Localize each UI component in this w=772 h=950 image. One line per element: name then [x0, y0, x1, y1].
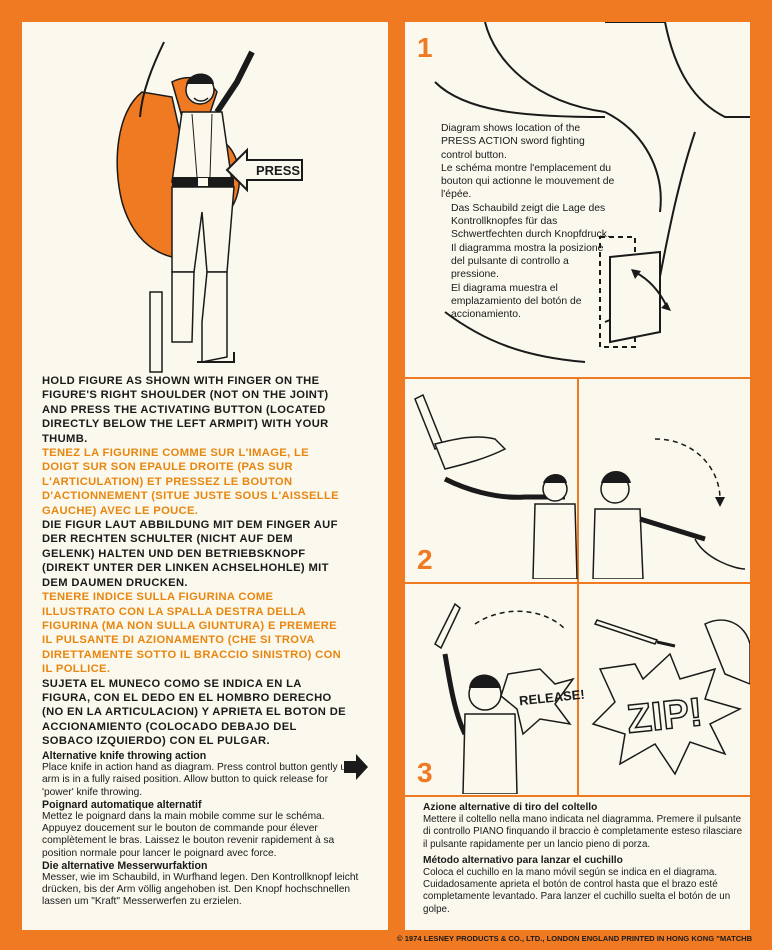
release-burst-label: RELEASE! [518, 686, 586, 709]
alt-en-title: Alternative knife throwing action [42, 750, 207, 762]
instruction-en: HOLD FIGURE AS SHOWN WITH FINGER ON THE FIGURE'S RIGHT SHOULDER (NOT ON THE JOINT) AND PRESS THE ACTIVATING BUTTON (LOCATED DIRECTLY BELOW THE LEFT ARMPIT) WITH YOUR THUMB. [42, 375, 329, 445]
step1-caption [441, 122, 615, 321]
instructions-block [42, 374, 347, 749]
diagram-caption-it: Il diagramma mostra la posizione del pulsante di controllo a pressione. [451, 242, 604, 281]
alt-de-body: Messer, wie im Schaubild, in Wurfhand legen. Den Kontrollknopf leicht drücken, bis der Arm völlig angehoben ist. Den Knopf hochschnellen lassen um "Kraft" Messerwerfen zu erzielen. [42, 872, 359, 908]
right-panel [405, 22, 750, 930]
press-label: PRESS [256, 163, 301, 178]
alt-it-title: Azione alternative di tiro del coltello [423, 802, 598, 813]
action-figure-illustration [22, 22, 388, 387]
alt-knife-section-it-es [423, 802, 743, 916]
alt-fr-body: Mettez le poignard dans la main mobile comme sur le schéma. Appuyez doucement sur le bouton de commande pour élever complètement le bras. Laissez le bouton revenir rapidement à sa position normale pour lancer le poignard avec force. [42, 811, 335, 859]
alt-de-title: Die alternative Messerwurfaktion [42, 859, 208, 872]
alt-it-body: Mettere il coltello nella mano indicata nel diagramma. Premere il pulsante di controllo PIANO finquando il braccio è completamente esteso rilasciare il pulsante rapidamente per un lancio pieno di porza. [423, 814, 743, 850]
instruction-de: DIE FIGUR LAUT ABBILDUNG MIT DEM FINGER AUF DER RECHTEN SCHULTER (NICHT AUF DEM GELENK) HALTEN UND DEN BETRIEBSKNOPF (DIREKT UNTER DER LINKEN ACHSELHOHLE) MIT DEM DAUMEN DRUCKEN. [42, 519, 338, 589]
alt-es-body: Coloca el cuchillo en la mano móvil según se indica en el diagrama. Cuidadosamente aprieta el botón de control hasta que el brazo esté completamente levantado. Para lanzer el cuchillo suelta el botón de un golpe. [423, 867, 731, 915]
step-2-number: 2 [417, 544, 433, 575]
left-panel [22, 22, 388, 930]
step-3-number: 3 [417, 757, 433, 788]
diagram-caption-es: El diagrama muestra el emplazamiento del botón de accionamiento. [451, 282, 582, 321]
copyright-footer: © 1974 LESNEY PRODUCTS & CO., LTD., LONDON ENGLAND PRINTED IN HONG KONG "MATCHB [397, 934, 753, 943]
instruction-fr: TENEZ LA FIGURINE COMME SUR L'IMAGE, LE DOIGT SUR SON EPAULE DROITE (PAS SUR L'ARTICULATION) ET PRESSEZ LE BOUTON D'ACTIONNEMENT (SITUE JUSTE SOUS L'AISSELLE GAUCHE) AVEC LE POUCE. [42, 447, 339, 517]
alt-en-body: Place knife in action hand as diagram. Press control button gently until arm is in a fully raised position. Allow button to quick release for 'power' knife throwing. [42, 762, 360, 798]
diagram-caption-en: Diagram shows location of the PRESS ACTION sword fighting control button. [441, 123, 585, 161]
instruction-es: SUJETA EL MUNECO COMO SE INDICA EN LA FIGURA, CON EL DEDO EN EL HOMBRO DERECHO (NO EN LA ARTICULACION) Y APRIETA EL BOTON DE ACCIONAMIENTO (COLOCADO DEBAJO DEL SOBACO IZQUIERDO) CON EL PULGAR. [42, 677, 346, 748]
divider [405, 795, 750, 797]
alt-fr-title: Poignard automatique alternatif [42, 798, 202, 811]
alt-es-title: Método alternativo para lanzar el cuchillo [423, 854, 623, 866]
instruction-it: TENERE INDICE SULLA FIGURINA COME ILLUSTRATO CON LA SPALLA DESTRA DELLA FIGURINA (MA NON SULLA GIUNTURA) E PREMERE IL PULSANTE DI AZIONAMENTO (CHE SI TROVA DIRETTAMENTE SOTTO IL BRACCIO SINISTRO) CON IL POLLICE. [42, 591, 342, 676]
diagram-caption-fr: Le schéma montre l'emplacement du bouton qui actionne le mouvement de l'épée. [441, 162, 615, 201]
alt-knife-section [42, 750, 360, 909]
diagram-caption-de: Das Schaubild zeigt die Lage des Kontrollknopfes für das Schwertfechten durch Knopfdruck. [451, 202, 610, 241]
step-1-number: 1 [417, 32, 433, 63]
step2-illustration [405, 379, 750, 579]
zip-burst-label: ZIP! [624, 690, 705, 742]
